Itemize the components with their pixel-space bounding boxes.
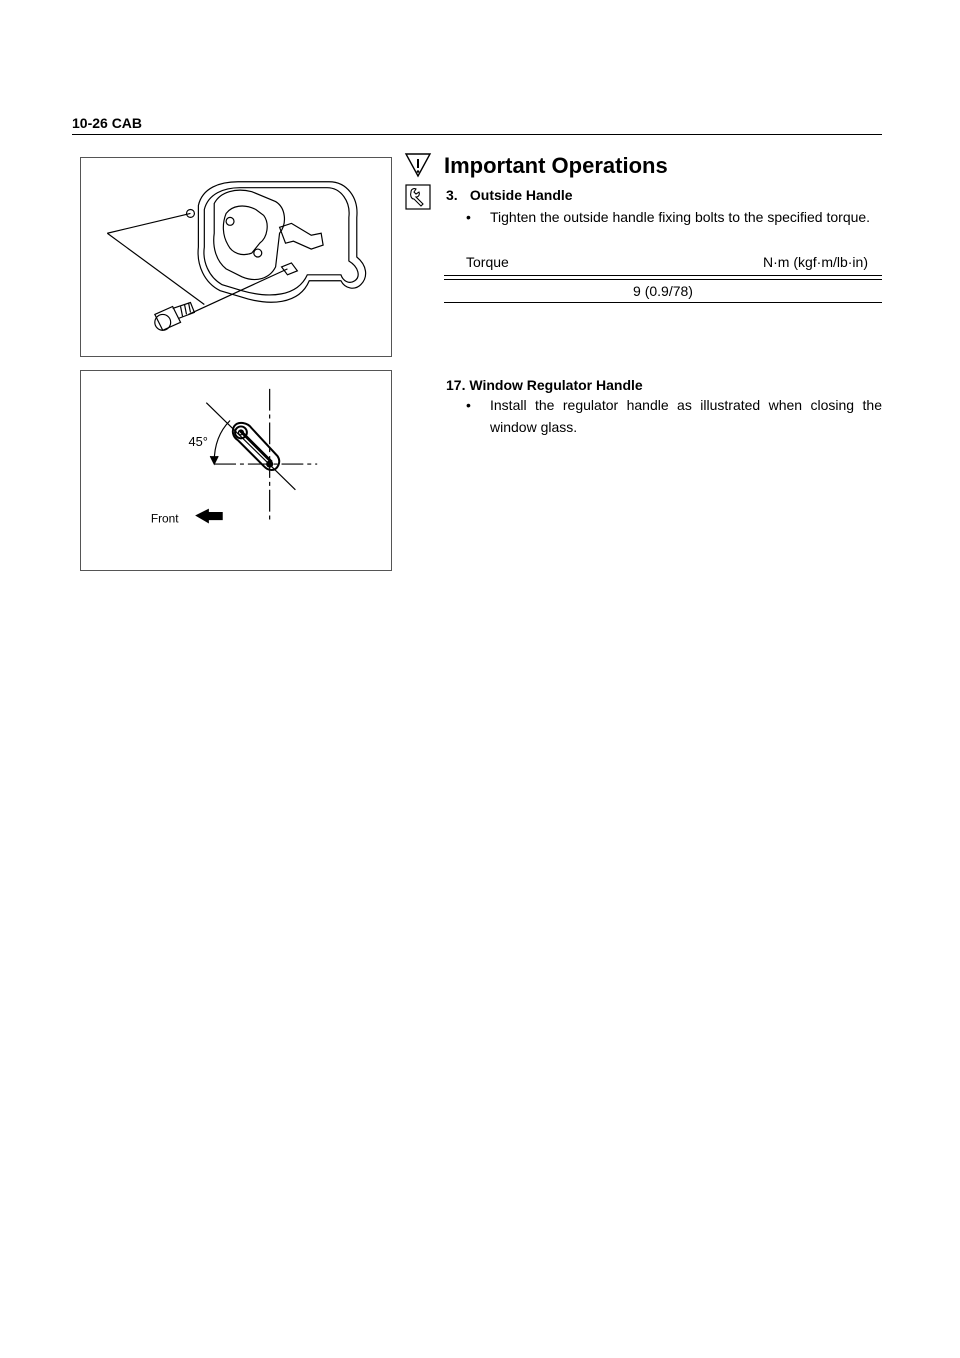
warning-triangle-icon [404, 152, 432, 178]
step-title: Outside Handle [469, 187, 573, 203]
torque-value-row [444, 279, 882, 303]
page-header-title: 10-26 CAB [72, 115, 143, 131]
list-item [466, 394, 882, 438]
torque-label: Torque [466, 254, 509, 270]
outside-handle-drawing [81, 158, 391, 356]
outside-handle-figure [80, 157, 392, 357]
torque-unit: N·m (kgf·m/lb·in) [763, 254, 868, 270]
bullet-icon: • [466, 209, 471, 225]
bullet-text: Install the regulator handle as illustrated when closing the window glass. [490, 397, 882, 435]
step-number: 3. [446, 187, 458, 203]
regulator-handle-figure [80, 370, 392, 571]
bullet-text: Tighten the outside handle fixing bolts to the specified torque. [490, 209, 871, 225]
torque-header-row [444, 253, 882, 276]
torque-table [444, 253, 882, 303]
step-heading-window-regulator-handle [446, 376, 643, 394]
torque-value: 9 (0.9/78) [633, 283, 693, 299]
wrench-icon [405, 184, 431, 210]
section-title: Important Operations [444, 153, 668, 178]
step-title: Window Regulator Handle [469, 377, 643, 393]
bullet-icon: • [466, 397, 471, 413]
step-heading-outside-handle [446, 186, 573, 204]
front-label: Front [150, 511, 179, 526]
regulator-handle-drawing [81, 371, 391, 570]
step-number: 17. [446, 377, 466, 393]
list-item [466, 206, 882, 228]
page-header [72, 114, 882, 135]
angle-label: 45° [188, 434, 208, 450]
